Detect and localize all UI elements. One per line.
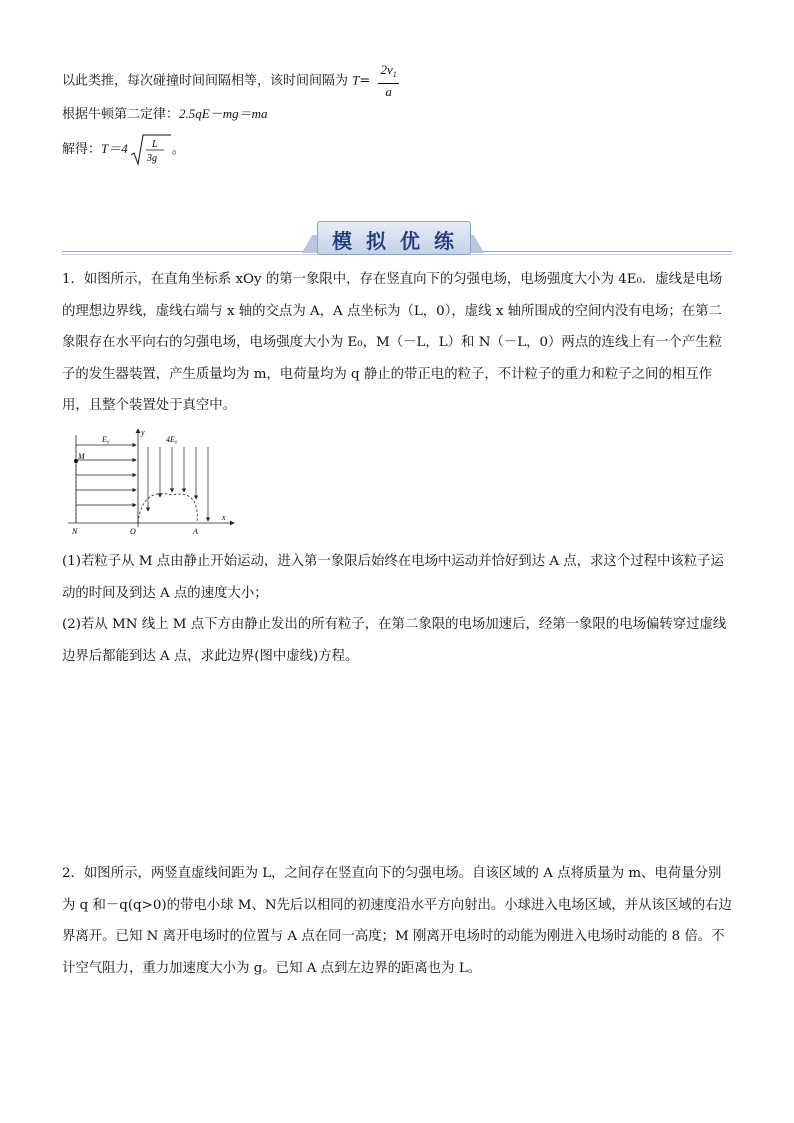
line1-frac-den: a — [385, 84, 392, 99]
problem-1-question-1: (1)若粒子从 M 点由静止开始运动，进入第一象限后始终在电场中运动并恰好到达 A 点，求这个过程中该粒子运动的时间及到达 A 点的速度大小； — [62, 554, 724, 601]
line3-formula: T＝4 — [101, 141, 128, 156]
label-4E0: 4E₀ — [166, 435, 178, 444]
top-line-2 — [62, 105, 267, 124]
problem-2-text: 2．如图所示，两竖直虚线间距为 L，之间存在竖直向下的匀强电场。自该区域的 A 点将质量为 m、电荷量分别为 q 和－q(q>0)的带电小球 M、N先后以相同的初速度沿水平方向射出。小球进入电场区域，并从该区域的右边界离开。已知 N 离开电场时的位置与 A 点在同一高度；M 刚离开电场时的动能为刚进入电场时动能的 8 倍。不计空气阻力，重力加速度大小为 g。已知 A 点到左边界的距离也为 L。 — [62, 866, 732, 976]
line1-frac-sub: 1 — [392, 70, 397, 79]
line1-var: T — [352, 72, 360, 88]
line3-end: 。 — [171, 142, 185, 157]
label-x: x — [222, 513, 226, 522]
label-O: O — [130, 527, 136, 536]
top-line-3 — [62, 132, 185, 172]
field-diagram — [62, 427, 242, 537]
banner-title: 模拟优练 — [332, 229, 468, 253]
label-N: N — [72, 527, 78, 536]
line1-eq: = — [359, 73, 371, 89]
label-E0: E₀ — [102, 435, 110, 444]
section-banner — [313, 215, 473, 255]
problem-1-text: 1．如图所示，在直角坐标系 xOy 的第一象限中，存在竖直向下的匀强电场，电场强度大小为 4E₀．虚线是电场的理想边界线，虚线右端与 x 轴的交点为 A，A 点坐标为（L，0），虚线 x 轴所围成的空间内没有电场；在第二象限存在水平向右的匀强电场，电场强度大小为 E₀，M（－L，L）和 N（－L，0）两点的连线上有一个产生粒子的发生器装置，产生质量均为 m，电荷量均为 q 静止的带正电的粒子，不计粒子的重力和粒子之间的相互作用，且整个装置处于真空中。 — [62, 272, 723, 413]
label-y: y — [141, 428, 145, 437]
line1-text: 以此类推，每次碰撞时间间隔相等，该时间间隔为 — [62, 73, 349, 89]
label-M: M — [78, 452, 85, 461]
line2-formula: 2.5qE－mg＝ma — [179, 106, 268, 121]
line1-frac-num: 2v — [380, 62, 393, 77]
line3-text: 解得： — [62, 142, 102, 157]
problem-1-question-2: (2)若从 MN 线上 M 点下方由静止发出的所有粒子，在第二象限的电场加速后，经第一象限的电场偏转穿过虚线边界后都能到达 A 点，求此边界(图中虚线)方程。 — [62, 617, 727, 664]
label-A: A — [193, 527, 198, 536]
top-line-1 — [62, 62, 399, 98]
sqrt-symbol — [130, 133, 172, 167]
line1-fraction — [378, 62, 398, 100]
line2-text: 根据牛顿第二定律： — [62, 107, 180, 122]
sqrt-frac-num: L — [151, 138, 158, 150]
sqrt-frac-den: 3g — [146, 152, 157, 164]
